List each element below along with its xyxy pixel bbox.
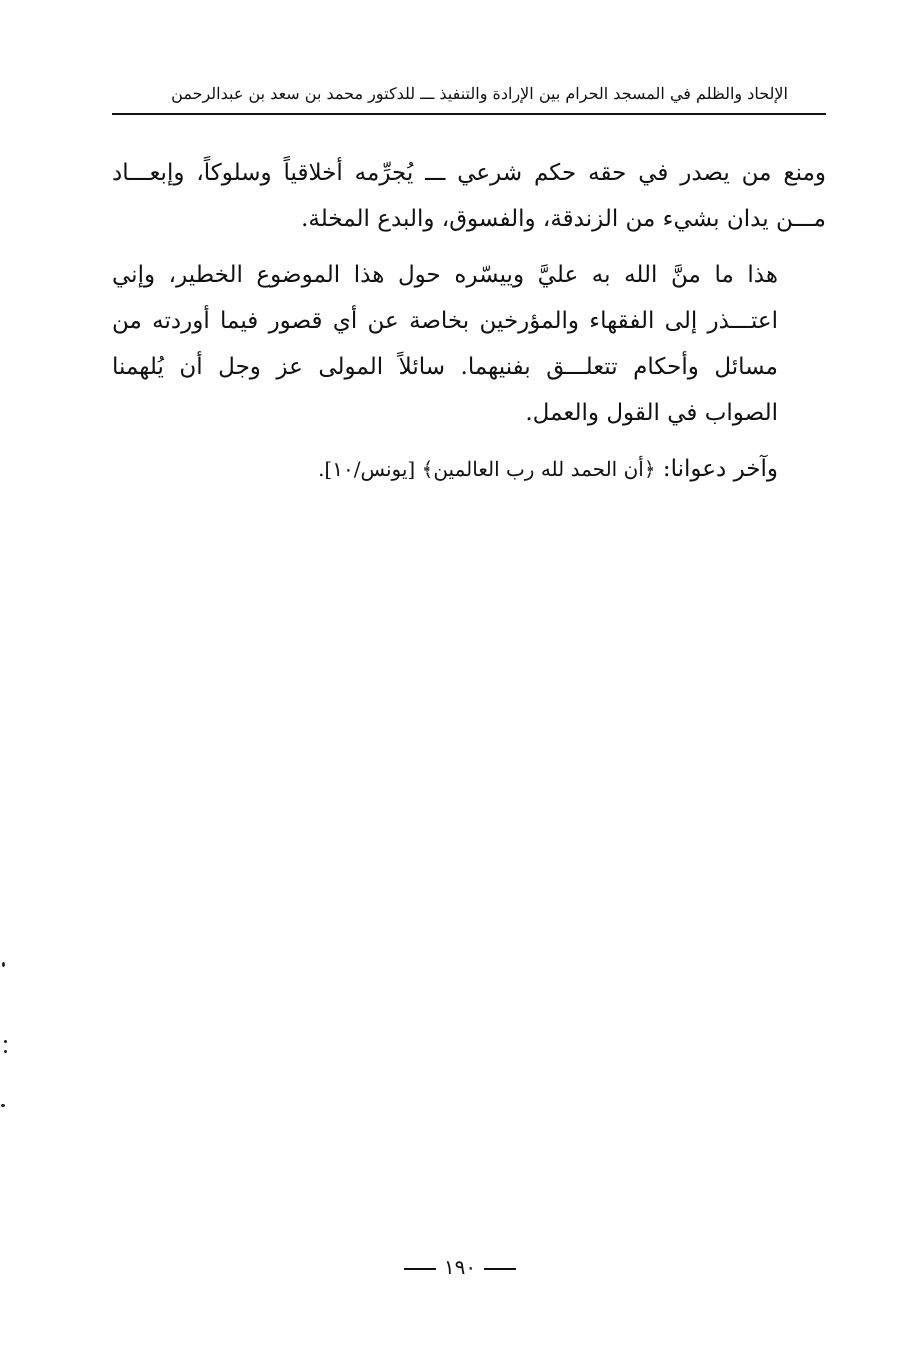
running-header: الإلحاد والظلم في المسجد الحرام بين الإرادة والتنفيذ ـــ للدكتور محمد بن سعد بن عبدالرحمن <box>171 84 788 103</box>
page-number-dash-right <box>484 1268 516 1270</box>
page-number-dash-left <box>404 1268 436 1270</box>
scan-speck <box>4 1040 7 1043</box>
paragraph-1: ومنع من يصدر في حقه حكم شرعي ـــ يُجرِّمه أخلاقياً وسلوكاً، وإبعـــاد مـــن يدان بشيء من الزندقة، والفسوق، والبدع المخلة. <box>112 160 826 232</box>
paragraph-2: هذا ما منَّ الله به عليَّ وييسّره حول هذا الموضوع الخطير، وإني اعتـــذر إلى الفقهاء والمؤرخين بخاصة عن أي قصور فيما أوردته من مسائل وأحكام تتعلـــق بفنيهما. سائلاً المولى عز وجل أن يُلهمنا الصواب في القول والعمل. <box>112 262 778 426</box>
header-rule <box>112 113 826 115</box>
quran-quote: ﴿أن الحمد لله رب العالمين﴾ [يونس/١٠]. <box>318 457 656 481</box>
page-number <box>380 1252 540 1282</box>
body-text <box>112 150 826 492</box>
closing-lead: وآخر دعوانا: <box>655 456 778 482</box>
paragraph-3 <box>112 446 826 492</box>
page-number-text: ١٩٠ <box>443 1255 477 1279</box>
scan-speck <box>4 1050 7 1053</box>
scan-speck <box>1 1104 5 1107</box>
scan-speck <box>2 962 5 967</box>
